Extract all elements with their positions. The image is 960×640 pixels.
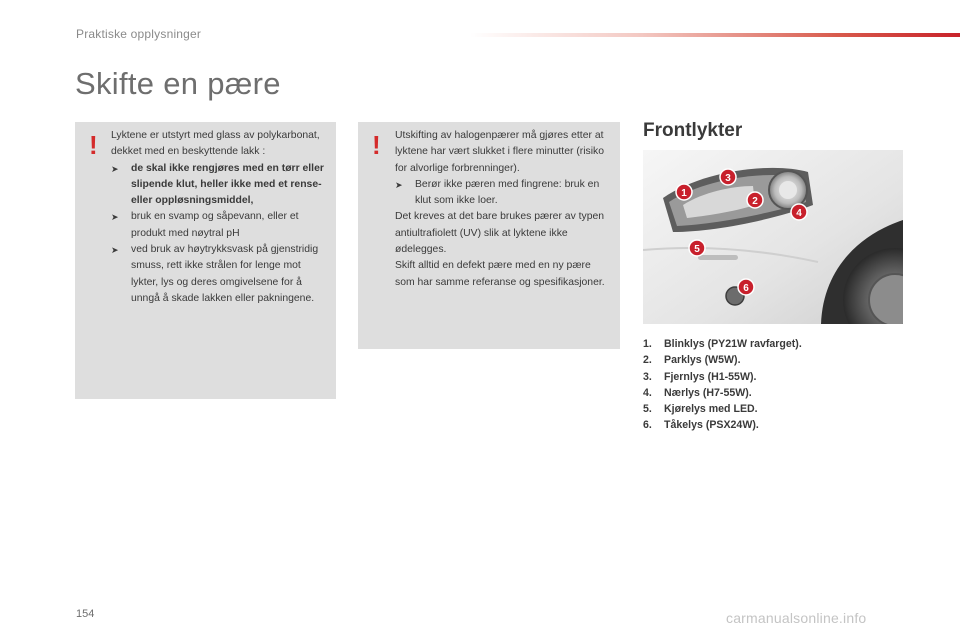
- arrow-bullet-icon: ➤: [395, 179, 403, 190]
- list-item: 4. Nærlys (H7-55W).: [643, 386, 752, 399]
- warning-bullet: ➤ de skal ikke rengjøres med en tørr eller slipende klut, heller ikke med et rense- eller oppløsningsmiddel,: [111, 162, 324, 207]
- callout-1: [676, 184, 692, 200]
- warning-text: [111, 128, 329, 307]
- watermark: carmanualsonline.info: [726, 610, 867, 626]
- callout-2: [747, 192, 763, 208]
- list-item: 2. Parklys (W5W).: [643, 354, 741, 367]
- headlamp-photo: [643, 150, 903, 324]
- list-item: 3. Fjernlys (H1-55W).: [643, 370, 757, 383]
- svg-text:4: 4: [796, 208, 802, 219]
- header-divider: [470, 33, 960, 37]
- callout-6: [738, 279, 754, 295]
- svg-text:2: 2: [752, 196, 758, 207]
- arrow-bullet-icon: ➤: [111, 245, 119, 256]
- warning-outro: Det kreves at det bare brukes pærer av typen antiultrafiolett (UV) slik at lyktene ikke ødelegges. Skift alltid en defekt pære med en ny pære som har samme referanse og spesifikasjoner.: [395, 211, 605, 288]
- list-item: 6. Tåkelys (PSX24W).: [643, 419, 759, 432]
- svg-text:6: 6: [743, 283, 749, 294]
- callout-3: [720, 169, 736, 185]
- frontlights-title: Frontlykter: [643, 120, 743, 141]
- warning-icon: !: [89, 130, 98, 160]
- warning-bullet: ➤ Berør ikke pæren med fingrene: bruk en klut som ikke loer.: [395, 178, 600, 207]
- warning-text: [395, 128, 613, 291]
- svg-text:1: 1: [681, 188, 687, 199]
- page-title: Skifte en pære: [75, 66, 281, 101]
- section-label: Praktiske opplysninger: [76, 27, 202, 41]
- warning-intro: Utskifting av halogenpærer må gjøres etter at lyktene har vært slukket i flere minutter (risiko for alvorlige forbrenninger).: [395, 130, 605, 174]
- svg-text:3: 3: [725, 173, 731, 184]
- svg-text:5: 5: [694, 244, 700, 255]
- arrow-bullet-icon: ➤: [111, 163, 119, 174]
- arrow-bullet-icon: ➤: [111, 212, 119, 223]
- warning-bullet: ➤ ved bruk av høytrykksvask på gjenstridig smuss, rett ikke strålen for lenge mot lykter, lys og deres omgivelsene for å unngå å skade lakken eller pakningene.: [111, 244, 319, 304]
- page-number: 154: [76, 608, 95, 620]
- warning-bullet: ➤ bruk en svamp og såpevann, eller et produkt med nøytral pH: [111, 211, 299, 239]
- bulb-list: [643, 336, 943, 434]
- callout-4: [791, 204, 807, 220]
- callout-5: [689, 240, 705, 256]
- warning-intro: Lyktene er utstyrt med glass av polykarbonat, dekket med en beskyttende lakk :: [111, 130, 320, 158]
- list-item: 5. Kjørelys med LED.: [643, 403, 758, 416]
- warning-icon: !: [372, 130, 381, 160]
- warning-box-polycarbonate: [75, 122, 336, 399]
- list-item: 1. Blinklys (PY21W ravfarget).: [643, 338, 802, 350]
- warning-box-halogen: [358, 122, 620, 349]
